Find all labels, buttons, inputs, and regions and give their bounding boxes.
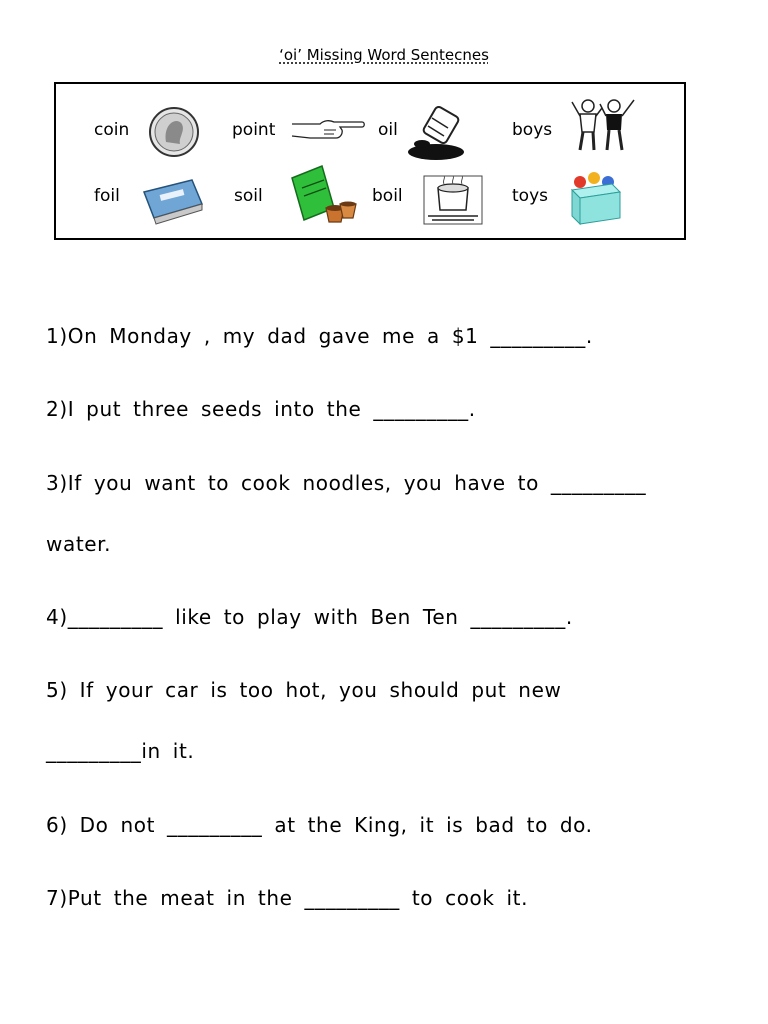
word-oil: oil: [378, 120, 398, 140]
worksheet-title: ‘oi’ Missing Word Sentecnes: [279, 46, 489, 64]
sentence-7: 7)Put the meat in the _________ to cook it.: [46, 886, 529, 910]
foil-roll-icon: [140, 178, 206, 226]
boiling-pot-icon: [422, 174, 484, 226]
sentence-3-continued: water.: [46, 532, 112, 556]
coin-icon: [148, 106, 200, 158]
word-toys: toys: [512, 186, 548, 206]
sentence-5-continued: _________in it.: [46, 739, 195, 763]
sentence-2: 2)I put three seeds into the _________.: [46, 397, 476, 421]
sentence-4: 4)_________ like to play with Ben Ten _________.: [46, 605, 573, 629]
sentence-3: 3)If you want to cook noodles, you have to _________: [46, 471, 647, 495]
word-boil: boil: [372, 186, 403, 206]
boys-icon: [570, 96, 640, 156]
word-bank: [54, 82, 686, 240]
word-boys: boys: [512, 120, 553, 140]
word-point: point: [232, 120, 276, 140]
word-soil: soil: [234, 186, 263, 206]
sentence-5: 5) If your car is too hot, you should put new: [46, 678, 562, 702]
word-foil: foil: [94, 186, 120, 206]
sentence-1: 1)On Monday , my dad gave me a $1 _________.: [46, 324, 593, 348]
sentence-6: 6) Do not _________ at the King, it is bad to do.: [46, 813, 593, 837]
oil-barrel-icon: [406, 104, 470, 164]
word-coin: coin: [94, 120, 130, 140]
pointing-hand-icon: [290, 116, 366, 142]
toy-box-icon: [566, 170, 626, 226]
soil-bag-icon: [286, 164, 358, 228]
